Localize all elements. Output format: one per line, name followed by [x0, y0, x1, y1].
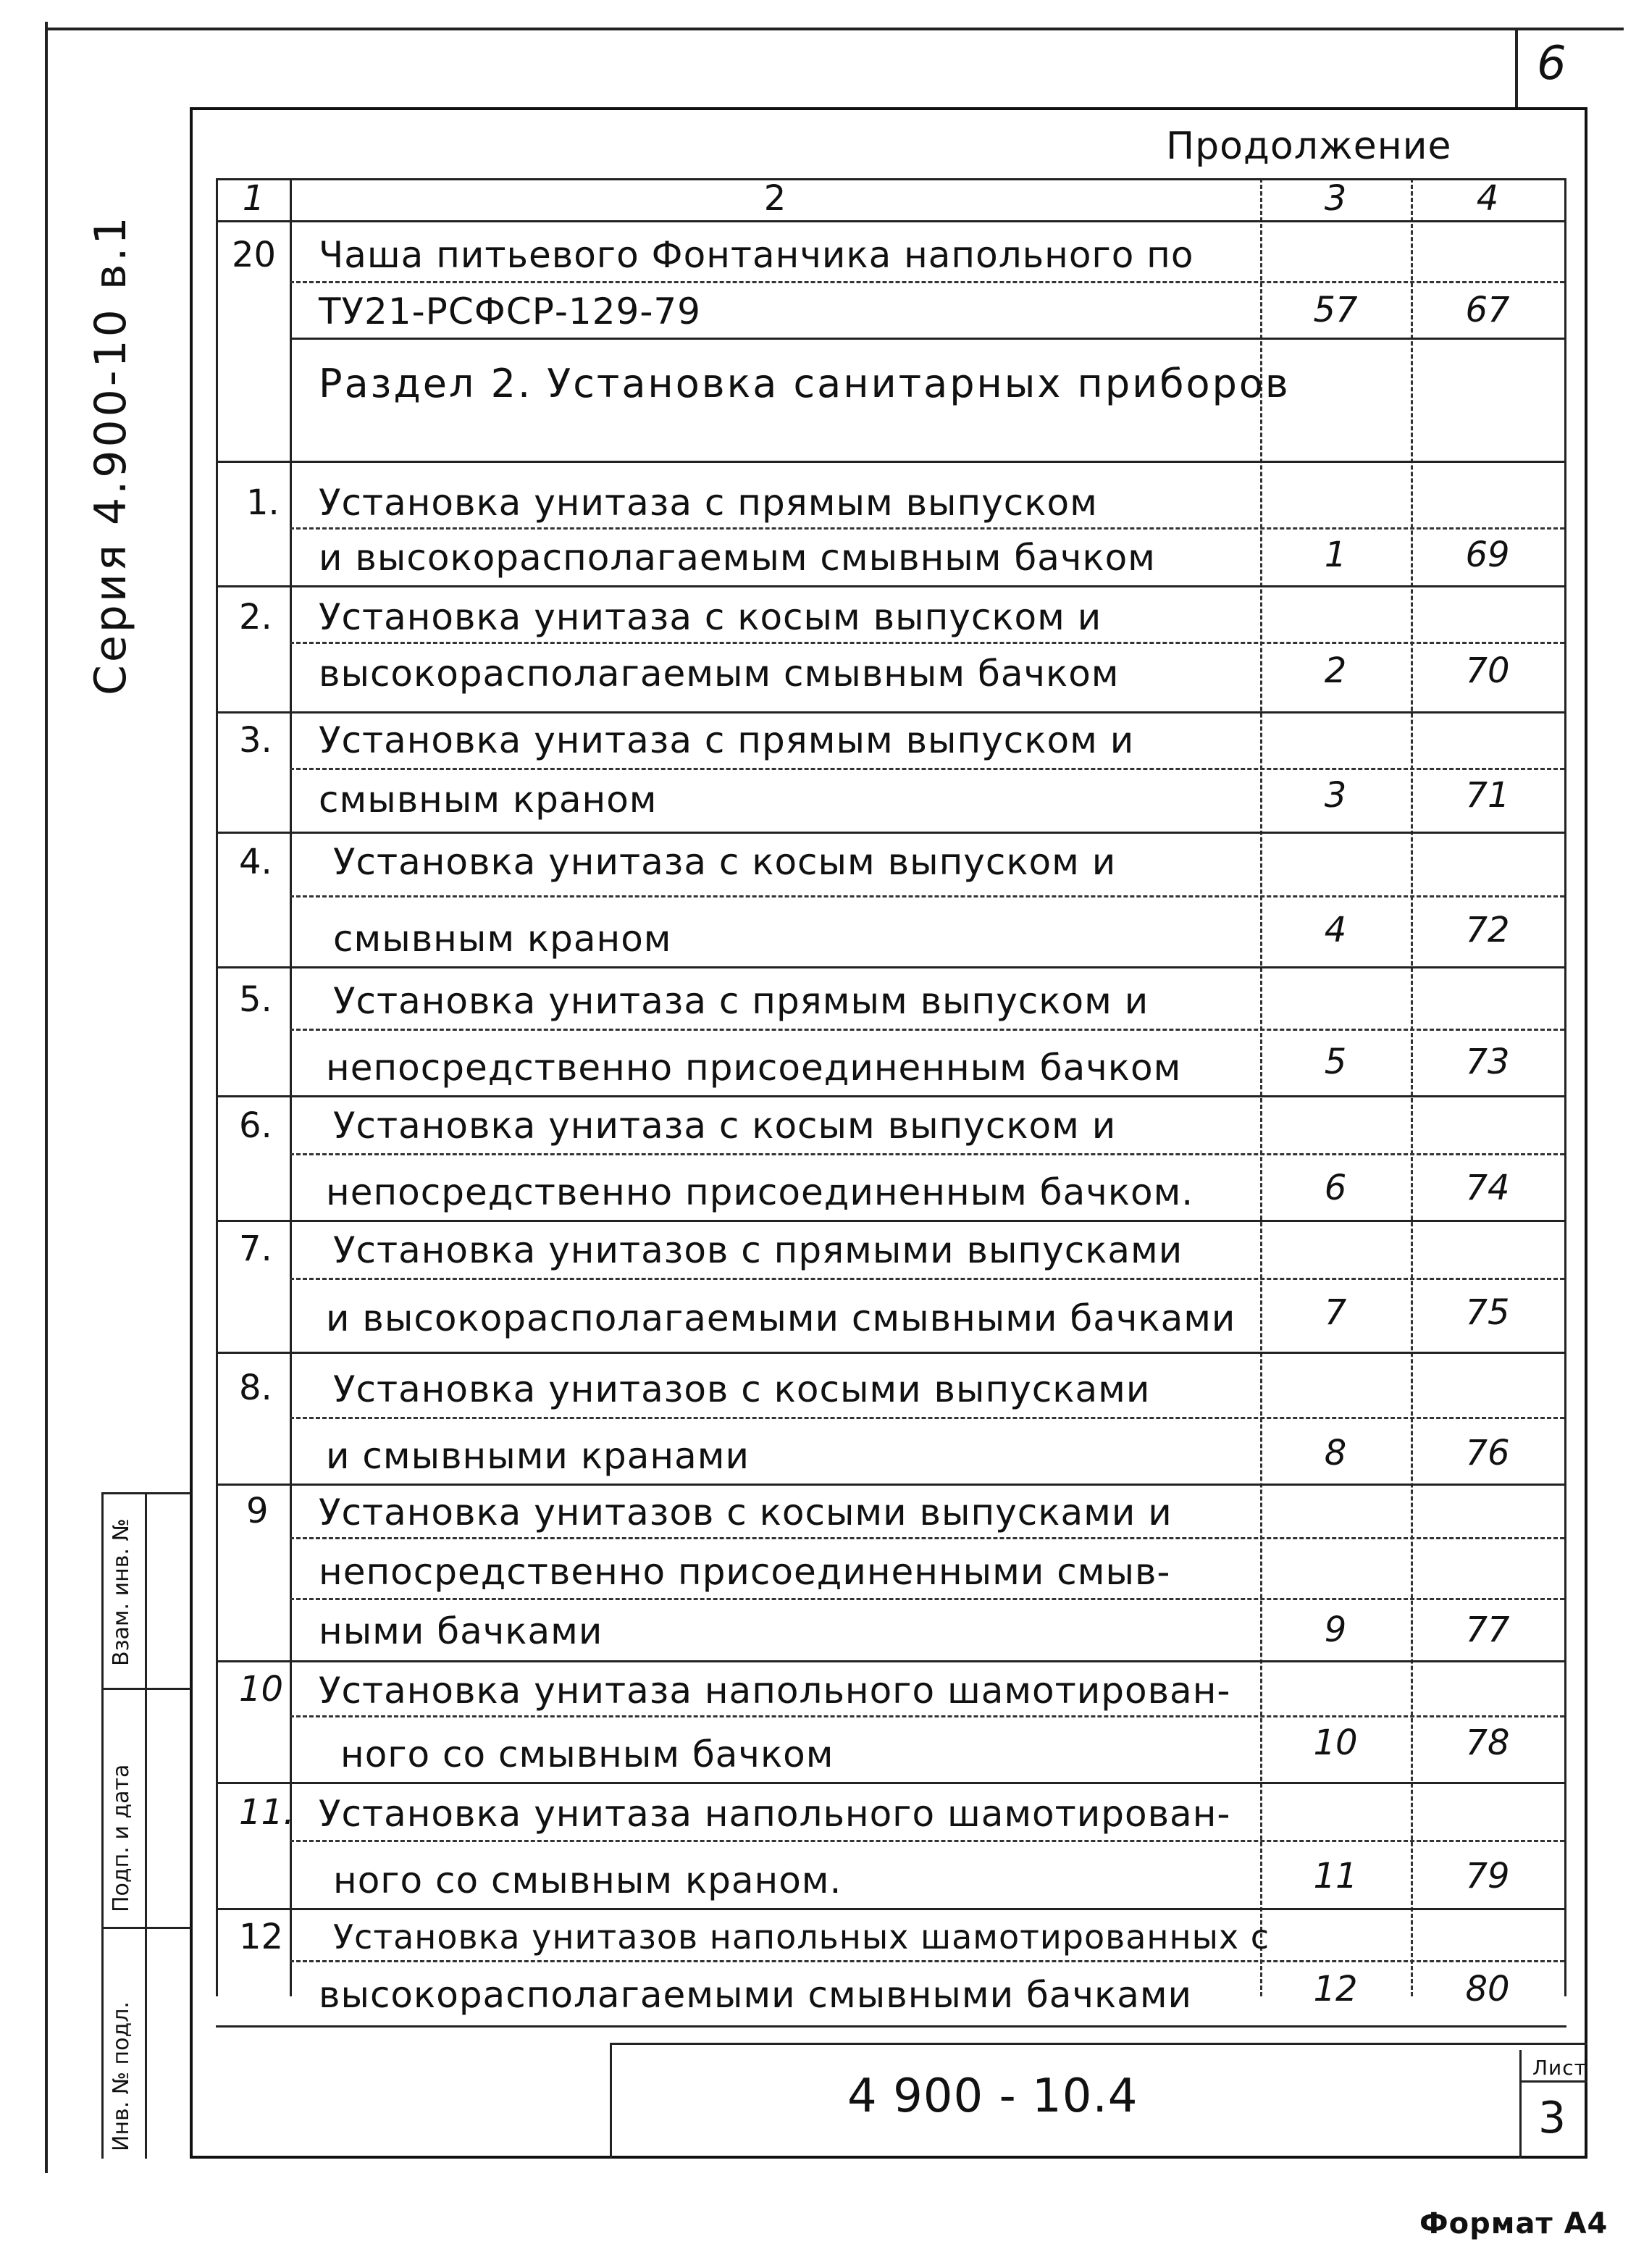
doc-code: 4 900 - 10.4 [847, 2070, 1138, 2123]
row-10-col3: 10 [1313, 1723, 1358, 1763]
row-3-line-1: Установка унитаза с прямым выпуском и [319, 719, 1135, 761]
sheet-box-left [1519, 2050, 1522, 2159]
row-7-num: 7. [239, 1229, 272, 1269]
row-11-num: 11. [239, 1792, 295, 1833]
row-7-line-2: и высокорасполагаемыми смывными бачками [326, 1297, 1236, 1339]
row-12-mid-line [290, 1960, 1564, 1962]
row-1-num: 1. [246, 482, 280, 523]
header-bottom-line [216, 220, 1566, 222]
row-20-line-2: ТУ21-РСФСР-129-79 [319, 290, 701, 332]
row-8-col4: 76 [1465, 1433, 1510, 1473]
stamp-top [101, 1492, 191, 1494]
row-20-col4: 67 [1465, 290, 1510, 330]
row-20-num: 20 [232, 235, 277, 275]
row-12-line-1: Установка унитазов напольных шамотированных с [333, 1917, 1270, 1957]
row-11-line-2: ного со смывным краном. [333, 1859, 842, 1901]
row-4-mid-line [290, 895, 1564, 897]
row-10-bottom-line [216, 1782, 1566, 1784]
row-3-mid-line [290, 768, 1564, 770]
row-20-line-1: Чаша питьевого Фонтанчика напольного по [319, 234, 1194, 276]
row-2-line-2: высокорасполагаемым смывным бачком [319, 653, 1120, 695]
row-8-col3: 8 [1324, 1433, 1347, 1473]
row-3-line-2: смывным краном [319, 779, 658, 821]
row-4-line-2: смывным краном [333, 918, 672, 960]
row-11-mid-line [290, 1840, 1564, 1842]
outer-top-border [45, 28, 1624, 30]
row-20-mid-line [290, 281, 1564, 283]
row-6-col4: 74 [1465, 1168, 1510, 1208]
row-9-mid-line-2 [290, 1598, 1564, 1600]
row-5-col4: 73 [1465, 1042, 1510, 1082]
row-9-bottom-line [216, 1660, 1566, 1662]
row-6-line-1: Установка унитаза с косым выпуском и [333, 1105, 1117, 1147]
row-1-mid-line [290, 527, 1564, 530]
row-5-col3: 5 [1324, 1042, 1347, 1082]
row-5-mid-line [290, 1029, 1564, 1031]
row-11-col4: 79 [1465, 1856, 1510, 1896]
row-3-bottom-line [216, 832, 1566, 834]
table-left [216, 178, 218, 1996]
row-1-line-1: Установка унитаза с прямым выпуском [319, 482, 1098, 524]
outer-left-border [45, 22, 48, 2173]
stamp-vzam: Взам. инв. № [109, 1518, 134, 1666]
row-5-line-1: Установка унитаза с прямым выпуском и [333, 980, 1149, 1022]
row-7-col3: 7 [1324, 1292, 1347, 1333]
row-20-col3: 57 [1313, 290, 1358, 330]
row-10-col4: 78 [1465, 1723, 1510, 1763]
row-10-num: 10 [239, 1669, 284, 1710]
row-5-line-2: непосредственно присоединенным бачком [326, 1047, 1182, 1089]
row-2-line-1: Установка унитаза с косым выпуском и [319, 596, 1102, 638]
row-7-mid-line [290, 1278, 1564, 1280]
row-1-col3: 1 [1324, 535, 1347, 575]
row-12-num: 12 [239, 1917, 284, 1957]
row-12-col3: 12 [1313, 1969, 1358, 2009]
row-9-line-3: ными бачками [319, 1610, 603, 1652]
row-3-col4: 71 [1465, 775, 1510, 816]
row-10-line-1: Установка унитаза напольного шамотирован- [319, 1670, 1231, 1712]
row-9-line-2: непосредственно присоединенными смыв- [319, 1551, 1171, 1593]
row-1-col4: 69 [1465, 535, 1510, 575]
row-9-col3: 9 [1324, 1610, 1347, 1650]
row-8-num: 8. [239, 1368, 272, 1408]
row-7-bottom-line [216, 1352, 1566, 1354]
stamp-col-left [101, 1492, 104, 2159]
row-4-line-1: Установка унитаза с косым выпуском и [333, 841, 1117, 883]
table-right [1564, 178, 1566, 1996]
row-2-num: 2. [239, 597, 272, 637]
section-heading: Раздел 2. Установка санитарных приборов [319, 361, 1291, 406]
row-8-bottom-line [216, 1484, 1566, 1486]
row-4-num: 4. [239, 842, 272, 882]
section-bottom-line [216, 461, 1566, 463]
row-6-mid-line [290, 1153, 1564, 1155]
row-4-col3: 4 [1324, 910, 1347, 950]
row-11-line-1: Установка унитаза напольного шамотирован- [319, 1793, 1231, 1835]
title-block-left [610, 2043, 612, 2159]
row-6-line-2: непосредственно присоединенным бачком. [326, 1171, 1194, 1213]
sheet-corner-divider [1515, 30, 1518, 110]
row-9-mid-line-1 [290, 1537, 1564, 1539]
row-1-line-2: и высокорасполагаемым смывным бачком [319, 537, 1156, 579]
stamp-col-right [145, 1492, 147, 2159]
stamp-inv: Инв. № подл. [109, 2001, 134, 2151]
header-col2: 2 [763, 178, 786, 219]
row-6-bottom-line [216, 1220, 1566, 1222]
row-11-col3: 11 [1313, 1856, 1358, 1896]
header-col1: 1 [242, 178, 265, 219]
row-8-mid-line [290, 1417, 1564, 1419]
stamp-sep-1 [101, 1688, 191, 1690]
header-col4: 4 [1476, 178, 1499, 219]
row-9-num: 9 [246, 1491, 269, 1531]
row-9-line-1: Установка унитазов с косыми выпусками и [319, 1491, 1173, 1533]
row-11-bottom-line [216, 1908, 1566, 1910]
row-8-line-1: Установка унитазов с косыми выпусками [333, 1368, 1151, 1410]
row-2-col4: 70 [1465, 650, 1510, 691]
stamp-podp: Подп. и дата [109, 1764, 134, 1912]
table-bottom-line [216, 2025, 1566, 2028]
format-label: Формат А4 [1419, 2207, 1608, 2240]
row-20-bottom-line [290, 338, 1564, 340]
row-6-col3: 6 [1324, 1168, 1347, 1208]
sheet-box-divider [1519, 2080, 1587, 2083]
row-1-bottom-line [216, 585, 1566, 587]
row-10-mid-line [290, 1715, 1564, 1717]
row-10-line-2: ного со смывным бачком [340, 1733, 834, 1775]
row-4-bottom-line [216, 966, 1566, 968]
stamp-sep-2 [101, 1927, 191, 1929]
series-label: Серия 4.900-10 в.1 [85, 214, 136, 695]
row-7-line-1: Установка унитазов с прямыми выпусками [333, 1229, 1183, 1271]
header-col3: 3 [1324, 178, 1347, 219]
row-6-num: 6. [239, 1105, 272, 1146]
col-divider-1 [290, 178, 292, 1996]
row-2-bottom-line [216, 711, 1566, 714]
row-3-col3: 3 [1324, 775, 1347, 816]
row-12-line-2: высокорасполагаемыми смывными бачками [319, 1974, 1193, 2016]
row-12-col4: 80 [1465, 1969, 1510, 2009]
row-8-line-2: и смывными кранами [326, 1435, 750, 1477]
sheet-label: Лист [1532, 2056, 1587, 2080]
title-block-top [610, 2043, 1587, 2045]
row-9-col4: 77 [1465, 1610, 1510, 1650]
row-7-col4: 75 [1465, 1292, 1510, 1333]
continuation-label: Продолжение [1166, 125, 1452, 168]
row-5-bottom-line [216, 1095, 1566, 1097]
row-3-num: 3. [239, 720, 272, 761]
row-2-col3: 2 [1324, 650, 1347, 691]
sheet-corner-number: 6 [1537, 37, 1567, 91]
row-5-num: 5. [239, 979, 272, 1020]
sheet-number: 3 [1538, 2093, 1567, 2143]
row-2-mid-line [290, 642, 1564, 644]
row-4-col4: 72 [1465, 910, 1510, 950]
